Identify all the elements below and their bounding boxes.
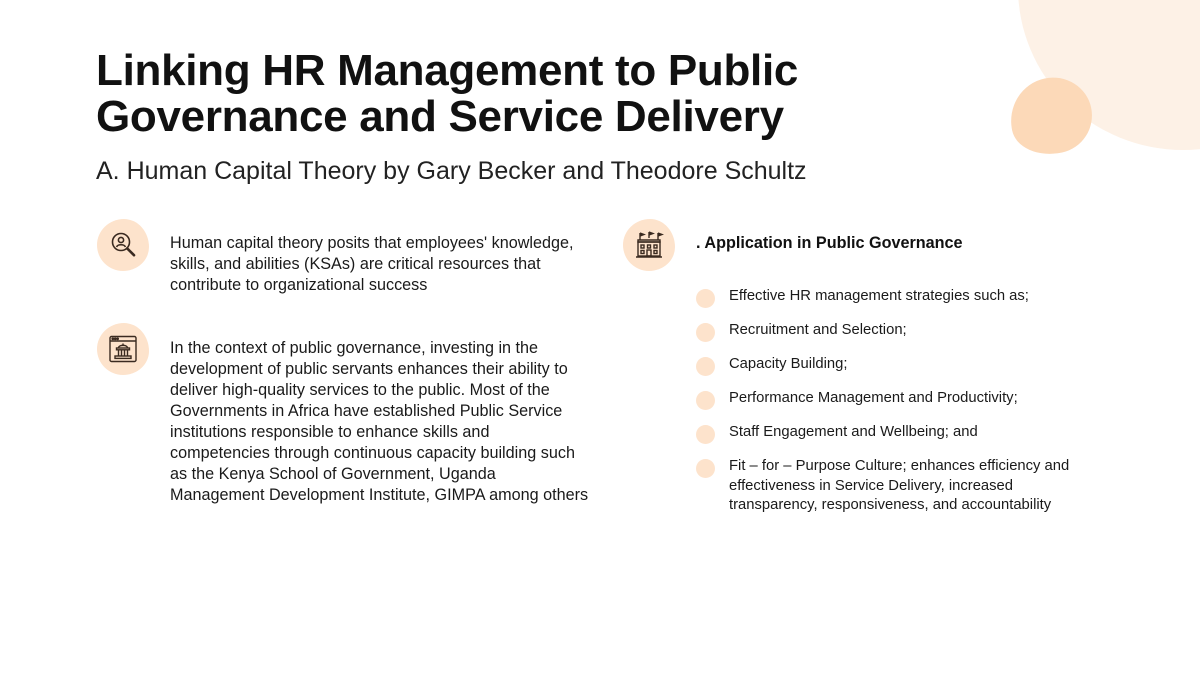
bullet-dot xyxy=(696,425,715,444)
magnifier-person-icon xyxy=(97,219,149,271)
bullet-text: Capacity Building; xyxy=(729,356,848,372)
bullet-dot xyxy=(696,459,715,478)
bullet-text: Fit – for – Purpose Culture; enhances efficiency and effectiveness in Service Delivery, increased transparency, responsiveness, and accountability xyxy=(729,458,1070,513)
paragraph-human-capital: Human capital theory posits that employees' knowledge, skills, and abilities (KSAs) are critical resources that contribute to organizational success xyxy=(170,234,574,294)
bullet-text: Recruitment and Selection; xyxy=(729,322,907,338)
bullet-dot xyxy=(696,357,715,376)
bullet-dot xyxy=(696,391,715,410)
bullet-text: Effective HR management strategies such as; xyxy=(729,288,1029,304)
slide-subtitle: A. Human Capital Theory by Gary Becker and Theodore Schultz xyxy=(96,157,807,185)
bullet-dot xyxy=(696,289,715,308)
institution-flags-icon xyxy=(623,219,675,271)
government-building-icon xyxy=(97,323,149,375)
paragraph-public-governance: In the context of public governance, investing in the development of public servants enhances their ability to deliver high-quality services to the public. Most of the Governments in Africa have established Public Service institutions responsible to enhance skills and competencies through continuous capacity building such as the Kenya School of Government, Uganda Management Development Institute, GIMPA among others xyxy=(170,339,589,504)
bullet-dot xyxy=(696,323,715,342)
slide-title: Linking HR Management to Public Governance and Service Delivery xyxy=(96,46,799,141)
section-heading-application: . Application in Public Governance xyxy=(696,234,963,252)
bullet-text: Staff Engagement and Wellbeing; and xyxy=(729,424,978,440)
bullet-text: Performance Management and Productivity; xyxy=(729,390,1018,406)
